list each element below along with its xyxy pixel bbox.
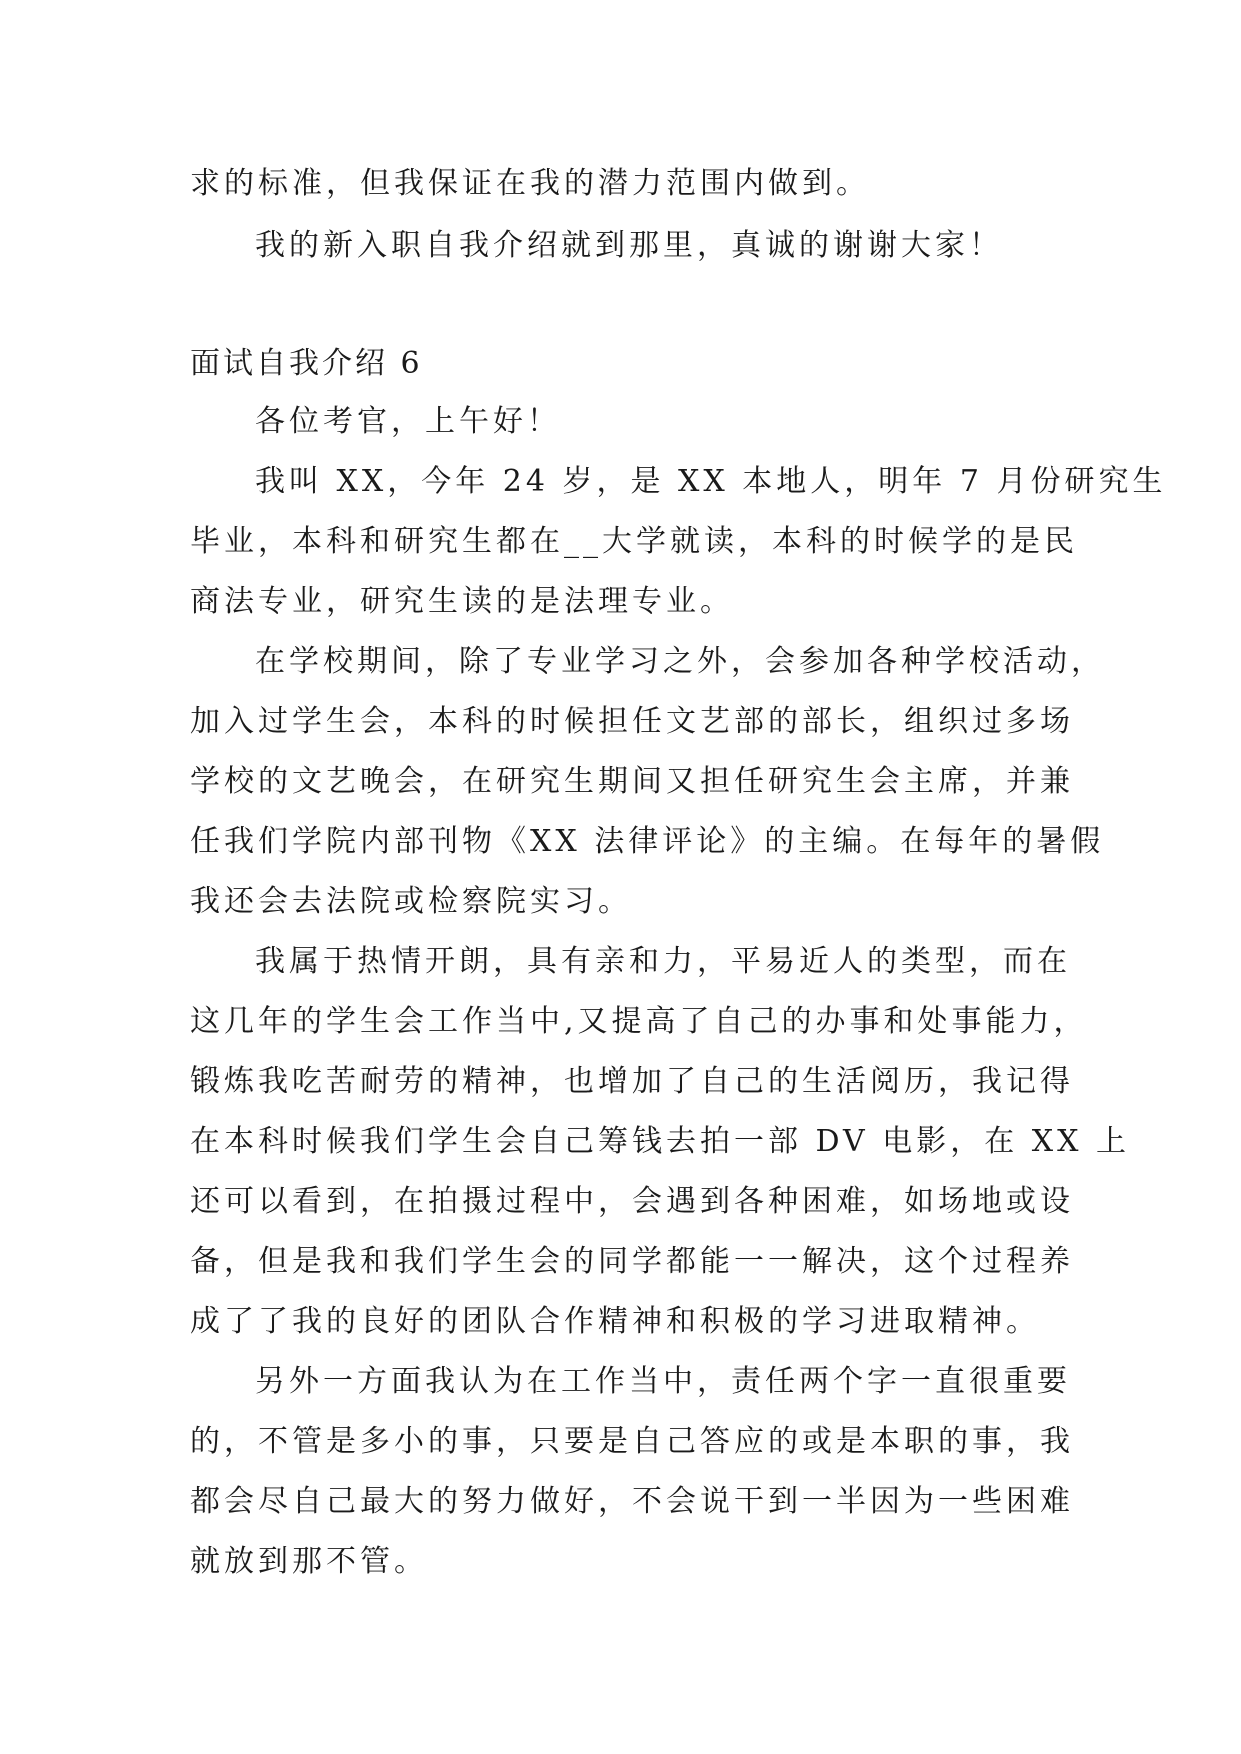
paragraph-line: 就放到那不管。 xyxy=(190,1544,428,1579)
paragraph-line: 在本科时候我们学生会自己筹钱去拍一部 DV 电影，在 XX 上 xyxy=(190,1124,1131,1159)
closing-sentence: 我的新入职自我介绍就到那里，真诚的谢谢大家！ xyxy=(255,228,1003,263)
paragraph-line: 学校的文艺晚会，在研究生期间又担任研究生会主席，并兼 xyxy=(190,764,1074,799)
paragraph-line: 还可以看到，在拍摄过程中，会遇到各种困难，如场地或设 xyxy=(190,1184,1074,1219)
paragraph-line: 的，不管是多小的事，只要是自己答应的或是本职的事，我 xyxy=(190,1424,1074,1459)
paragraph-line: 成了了我的良好的团队合作精神和积极的学习进取精神。 xyxy=(190,1304,1040,1339)
paragraph-line: 都会尽自己最大的努力做好，不会说干到一半因为一些困难 xyxy=(190,1484,1074,1519)
paragraph-line: 锻炼我吃苦耐劳的精神，也增加了自己的生活阅历，我记得 xyxy=(190,1064,1074,1099)
greeting: 各位考官，上午好！ xyxy=(255,404,561,439)
paragraph-line: 任我们学院内部刊物《XX 法律评论》的主编。在每年的暑假 xyxy=(190,824,1105,859)
paragraph-line: 求的标准，但我保证在我的潜力范围内做到。 xyxy=(190,166,870,201)
section-title: 面试自我介绍 6 xyxy=(190,346,423,381)
paragraph-line: 商法专业，研究生读的是法理专业。 xyxy=(190,584,734,619)
paragraph-line: 我还会去法院或检察院实习。 xyxy=(190,884,632,919)
paragraph-line: 加入过学生会，本科的时候担任文艺部的部长，组织过多场 xyxy=(190,704,1074,739)
paragraph-line: 我属于热情开朗，具有亲和力，平易近人的类型，而在 xyxy=(255,944,1071,979)
paragraph-line: 备，但是我和我们学生会的同学都能一一解决，这个过程养 xyxy=(190,1244,1074,1279)
paragraph-line: 毕业，本科和研究生都在__大学就读，本科的时候学的是民 xyxy=(190,524,1078,559)
paragraph-line: 我叫 XX，今年 24 岁，是 XX 本地人，明年 7 月份研究生 xyxy=(255,464,1167,499)
paragraph-line: 这几年的学生会工作当中,又提高了自己的办事和处事能力， xyxy=(190,1004,1088,1039)
paragraph-line: 在学校期间，除了专业学习之外，会参加各种学校活动， xyxy=(255,644,1105,679)
paragraph-line: 另外一方面我认为在工作当中，责任两个字一直很重要 xyxy=(255,1364,1071,1399)
